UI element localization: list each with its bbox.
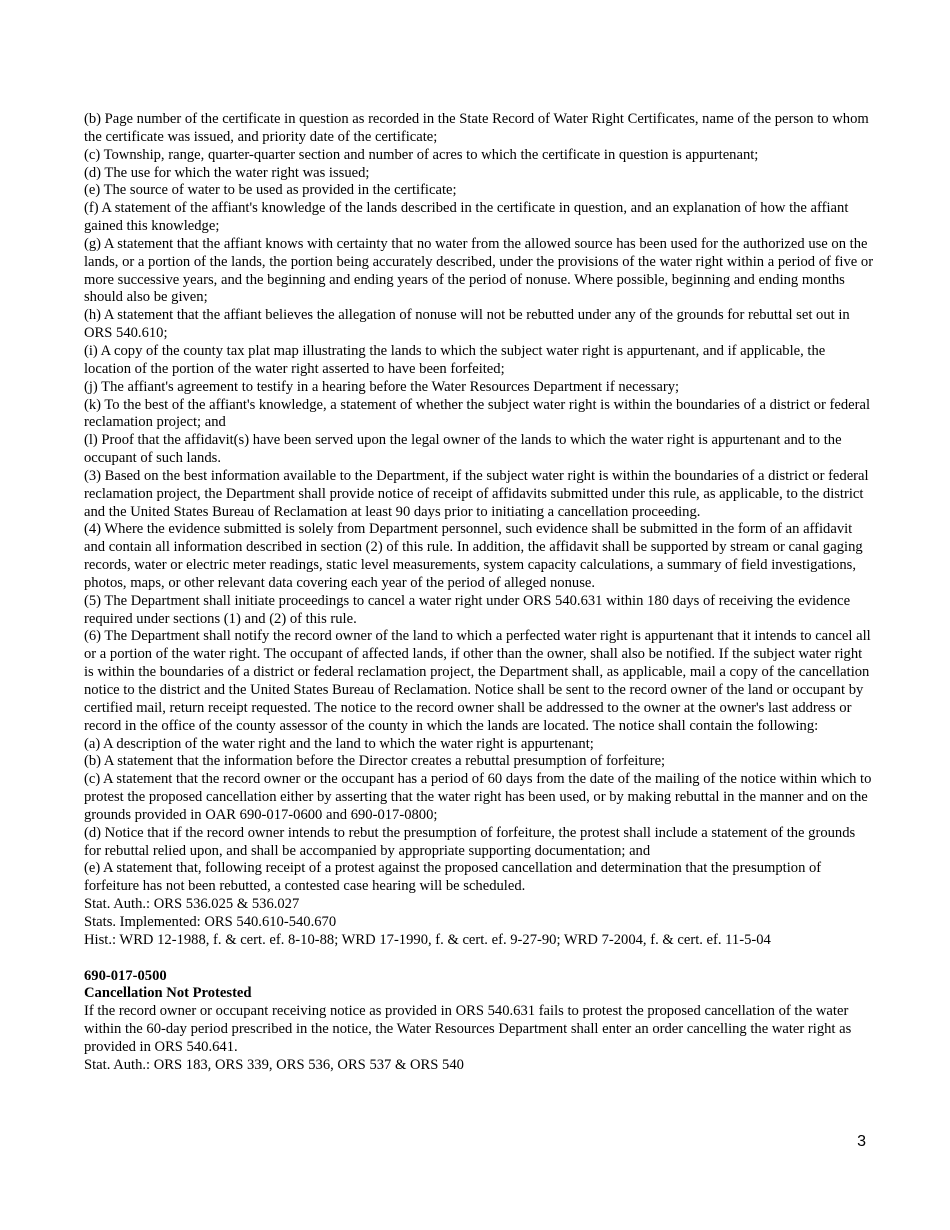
paragraph-h-rebuttal: (h) A statement that the affiant believes the allegation of nonuse will not be rebutted under any of the grounds for rebuttal set out in ORS 540.610; [84, 307, 850, 342]
section-body: If the record owner or occupant receiving notice as provided in ORS 540.631 fails to protest the proposed cancellation of the water within the 60-day period prescribed in the notice, the Water Resources Department shall enter an order cancelling the water right as provided in ORS 540.641. [84, 1003, 852, 1055]
paragraph-c-protest-period: (c) A statement that the record owner or the occupant has a period of 60 days from the date of the mailing of the notice within which to protest the proposed cancellation either by asserting that the water right has been used, or by making rebuttal in the manner and on the grounds provided in OAR 690-017-0600 and 690-017-0800; [84, 771, 872, 823]
paragraph-d-use: (d) The use for which the water right was issued; [84, 164, 370, 181]
section-spacer [84, 950, 874, 968]
paragraph-e-hearing: (e) A statement that, following receipt of a protest against the proposed cancellation and determination that the presumption of forfeiture has not been rebutted, a contested case hearing will be scheduled. [84, 860, 822, 895]
paragraph-i-plat-map: (i) A copy of the county tax plat map illustrating the lands to which the subject water right is appurtenant, and if applicable, the location of the portion of the water right asserted to have been forfeited; [84, 342, 826, 377]
section-title: Cancellation Not Protested [84, 985, 252, 1002]
paragraph-f-knowledge: (f) A statement of the affiant's knowledge of the lands described in the certificate in question, and an explanation of how the affiant gained this knowledge; [84, 200, 849, 235]
paragraph-a-description: (a) A description of the water right and the land to which the water right is appurtenant; [84, 735, 594, 752]
paragraph-e-source: (e) The source of water to be used as provided in the certificate; [84, 182, 457, 199]
paragraph-b-certificate-page: (b) Page number of the certificate in question as recorded in the State Record of Water Right Certificates, name of the person to whom the certificate was issued, and priority date of the certificate; [84, 111, 869, 145]
paragraph-3-notice: (3) Based on the best information available to the Department, if the subject water right is within the boundaries of a district or federal reclamation project, the Department shall provide notice of receipt of affidavits submitted under this rule, as applicable, to the district and the United States Bureau of Reclamation at least 90 days prior to initiating a cancellation proceeding. [84, 467, 869, 520]
paragraph-d-rebut-notice: (d) Notice that if the record owner intends to rebut the presumption of forfeiture, the protest shall include a statement of the grounds for rebuttal relied upon, and shall be accompanied by appropriate supporting documentation; and [84, 824, 856, 859]
paragraph-l-proof: (l) Proof that the affidavit(s) have been served upon the legal owner of the lands to which the water right is appurtenant and to the occupant of such lands. [84, 432, 842, 467]
paragraph-g-nonuse: (g) A statement that the affiant knows with certainty that no water from the allowed source has been used for the authorized use on the lands, or a portion of the lands, the portion being accurately described, under the provisions of the water right within a period of five or more successive years, and the beginning and ending years of the period of nonuse. Where possible, beginning and ending months should also be given; [84, 235, 874, 306]
paragraph-j-testify: (j) The affiant's agreement to testify in a hearing before the Water Resources Department if necessary; [84, 378, 680, 395]
paragraph-5-proceedings: (5) The Department shall initiate proceedings to cancel a water right under ORS 540.631 within 180 days of receiving the evidence required under sections (1) and (2) of this rule. [84, 592, 851, 627]
stat-auth: Stat. Auth.: ORS 536.025 & 536.027 [84, 896, 300, 913]
page-number: 3 [857, 1133, 866, 1150]
paragraph-6-notify: (6) The Department shall notify the record owner of the land to which a perfected water right is appurtenant that it intends to cancel all or a portion of the water right. The occupant of affected lands, if other than the owner, shall also be notified. If the subject water right is within the boundaries of a district or federal reclamation project, the Department shall, as applicable, mail a copy of the cancellation notice to the district and the United States Bureau of Reclamation. Notice shall be sent to the record owner of the land or occupant by certified mail, return receipt requested. The notice to the record owner shall be addressed to the owner at the owner's last address or record in the office of the county assessor of the county in which the lands are located. The notice shall contain the following: [84, 628, 871, 734]
history: Hist.: WRD 12-1988, f. & cert. ef. 8-10-88; WRD 17-1990, f. & cert. ef. 9-27-90; WRD 7-2004, f. & cert. ef. 11-5-04 [84, 931, 771, 948]
document-page [84, 111, 874, 1075]
paragraph-4-evidence: (4) Where the evidence submitted is solely from Department personnel, such evidence shall be submitted in the form of an affidavit and contain all information described in section (2) of this rule. In addition, the affidavit shall be supported by stream or canal gaging records, water or electric meter readings, static level measurements, system capacity calculations, a summary of field investigations, photos, maps, or other relevant data covering each year of the period of alleged nonuse. [84, 521, 863, 591]
paragraph-c-township: (c) Township, range, quarter-quarter section and number of acres to which the certificate in question is appurtenant; [84, 146, 759, 163]
section-number: 690-017-0500 [84, 967, 167, 984]
paragraph-k-district: (k) To the best of the affiant's knowledge, a statement of whether the subject water right is within the boundaries of a district or federal reclamation project; and [84, 396, 871, 431]
paragraph-b-presumption: (b) A statement that the information before the Director creates a rebuttal presumption of forfeiture; [84, 753, 666, 770]
section-stat-auth: Stat. Auth.: ORS 183, ORS 339, ORS 536, ORS 537 & ORS 540 [84, 1056, 464, 1073]
stats-implemented: Stats. Implemented: ORS 540.610-540.670 [84, 913, 337, 930]
